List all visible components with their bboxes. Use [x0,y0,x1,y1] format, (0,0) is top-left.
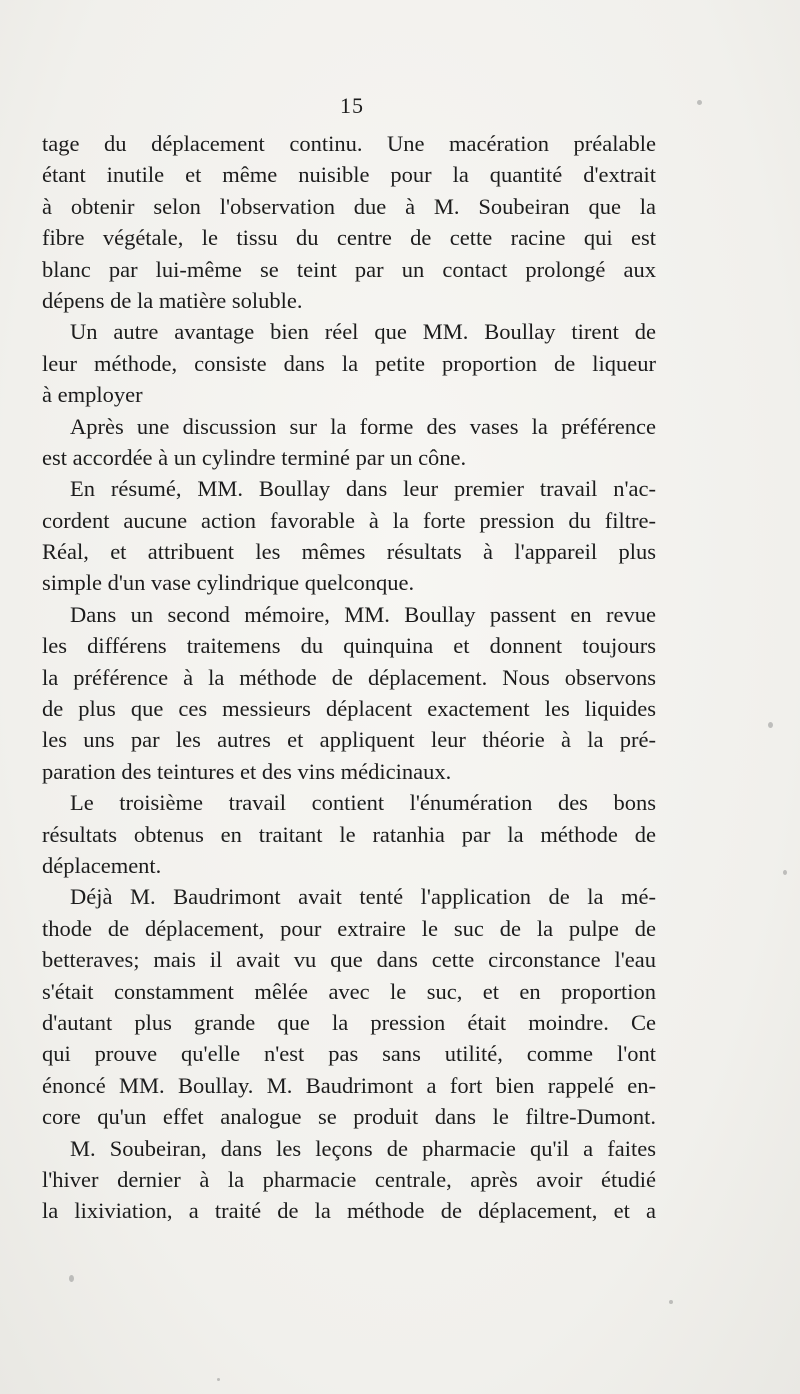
text-line: déplacement. [42,852,162,878]
body-text [42,128,656,1227]
text-line: les différens traitemens du quinquina et donnent toujours [42,633,656,659]
text-line: Après une discussion sur la forme des vases la préférence [70,413,656,439]
paper-speck [783,870,787,875]
text-line: Dans un second mémoire, MM. Boullay passent en revue [70,601,656,627]
text-line: leur méthode, consiste dans la petite proportion de liqueur [42,350,656,376]
text-line: simple d'un vase cylindrique quelconque. [42,570,415,596]
text-line: étant inutile et même nuisible pour la quantité d'extrait [42,162,656,188]
text-line: est accordée à un cylindre terminé par un cône. [42,444,467,470]
text-line: Un autre avantage bien réel que MM. Boullay tirent de [70,319,656,345]
text-line: s'était constamment mêlée avec le suc, et en proportion [42,978,656,1004]
text-line: les uns par les autres et appliquent leur théorie à la pré- [42,727,656,753]
text-line: betteraves; mais il avait vu que dans cette circonstance l'eau [42,947,656,973]
text-line: l'hiver dernier à la pharmacie centrale, après avoir étudié [42,1166,656,1192]
text-line: de plus que ces messieurs déplacent exactement les liquides [42,696,656,722]
text-line: Le troisième travail contient l'énumération des bons [70,790,656,816]
text-line: énoncé MM. Boullay. M. Baudrimont a fort bien rappelé en- [42,1072,656,1098]
text-line: la lixiviation, a traité de la méthode de déplacement, et a [42,1198,656,1224]
text-line: dépens de la matière soluble. [42,287,303,313]
text-line: qui prouve qu'elle n'est pas sans utilité, comme l'ont [42,1041,656,1067]
text-line: résultats obtenus en traitant le ratanhia par la méthode de [42,821,656,847]
text-line: Déjà M. Baudrimont avait tenté l'application de la mé- [70,884,656,910]
paper-speck [217,1378,220,1381]
text-line: paration des teintures et des vins médicinaux. [42,758,452,784]
text-line: tage du déplacement continu. Une macération préalable [42,131,656,156]
text-line: Réal, et attribuent les mêmes résultats à l'appareil plus [42,539,656,565]
text-line: En résumé, MM. Boullay dans leur premier travail n'ac- [70,476,656,502]
paper-speck [669,1300,673,1304]
text-line: à obtenir selon l'observation due à M. Soubeiran que la [42,193,656,219]
text-line: cordent aucune action favorable à la forte pression du filtre- [42,507,656,533]
text-line: core qu'un effet analogue se produit dans le filtre-Dumont. [42,1104,656,1130]
page-number: 15 [340,93,364,118]
text-line: blanc par lui-même se teint par un contact prolongé aux [42,256,656,282]
paper-speck [69,1275,74,1282]
text-line: M. Soubeiran, dans les leçons de pharmacie qu'il a faites [70,1135,656,1161]
text-line: d'autant plus grande que la pression était moindre. Ce [42,1009,656,1035]
text-line: à employer [42,382,143,408]
text-line: fibre végétale, le tissu du centre de cette racine qui est [42,225,656,251]
paper-speck [697,100,702,105]
paper-speck [768,722,773,728]
text-line: thode de déplacement, pour extraire le suc de la pulpe de [42,915,656,941]
text-line: la préférence à la méthode de déplacement. Nous observons [42,664,656,690]
